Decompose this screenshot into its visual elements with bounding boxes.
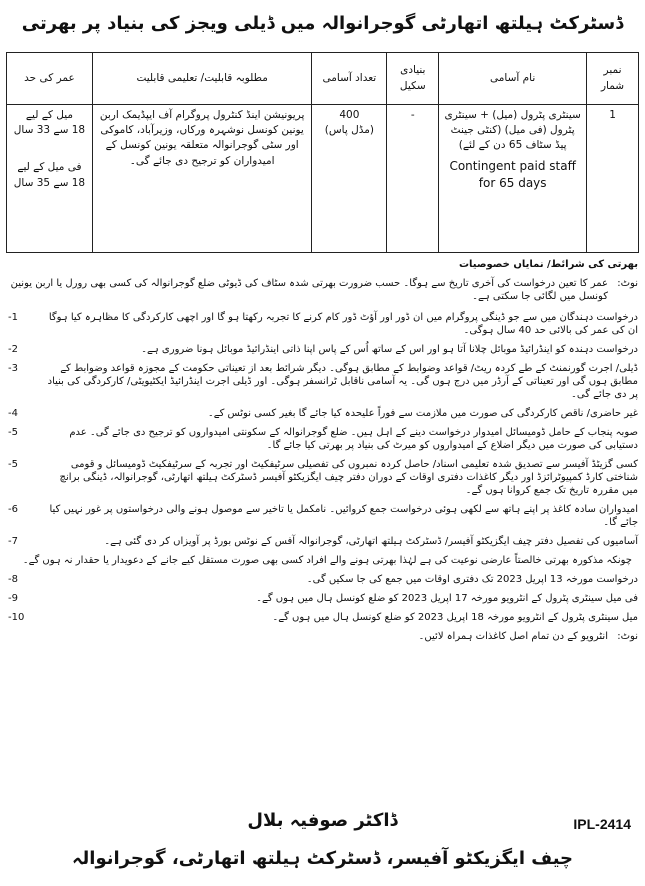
rule-text: کسی گزیٹڈ آفیسر سے تصدیق شدہ تعلیمی اسناد/ حاصل کردہ نمبروں کی تفصیلی سرٹیفکیٹ اور تجربہ کے سرٹیفکیٹ ڈومیسائل و قومی شناختی کارڈ کمپیوٹرائزڈ اور دیگر کاغذات دفتری اوقات کے دوران دفتر چیف ایگزیکٹو آفیسر ڈسٹرکٹ ہیلتھ اتھارٹی، گوجرانوالہ، ڈینگی برانچ میں مقررہ تاریخ تک جمع کروانا ہوں گے۔ xyxy=(59,459,638,496)
rule-number: -3 xyxy=(8,363,18,374)
list-item xyxy=(8,407,638,420)
rule-number: -4 xyxy=(8,408,18,419)
list-item xyxy=(8,426,638,452)
table-header-row xyxy=(7,53,639,105)
rule-number: -9 xyxy=(8,593,18,604)
signatory-name: ڈاکٹر صوفیہ بلال xyxy=(247,810,398,831)
ad-header xyxy=(0,0,645,46)
note-label: نوٹ: xyxy=(617,278,638,289)
list-item xyxy=(8,343,638,356)
cell-sno: 1 xyxy=(587,105,639,253)
age-female-value: 18 سے 35 سال xyxy=(13,176,86,189)
col-header-quantity: تعداد آسامی xyxy=(312,53,387,105)
list-item xyxy=(8,573,638,586)
rule-text: آسامیوں کی تفصیل دفتر چیف ایگزیکٹو آفیسر/ ڈسٹرکٹ ہیلتھ اتھارٹی، گوجرانوالہ آفس کے نوٹس بورڈ پر آویزاں کر دی گئی ہے۔ xyxy=(104,536,638,547)
final-note-text: انٹرویو کے دن تمام اصل کاغذات ہمراہ لائیں۔ xyxy=(418,631,608,642)
col-header-qualification: مطلوبہ قابلیت/ تعلیمی قابلیت xyxy=(92,53,312,105)
list-item xyxy=(8,611,638,624)
age-male-value: 18 سے 33 سال xyxy=(13,124,86,137)
rule-number: -8 xyxy=(8,574,18,585)
list-item xyxy=(8,311,638,337)
age-note xyxy=(8,277,638,303)
col-header-scale: بنیادی سکیل xyxy=(387,53,439,105)
rule-number: -1 xyxy=(8,312,18,323)
conditions-section xyxy=(8,258,638,651)
col-header-age-limit: عمر کی حد xyxy=(7,53,93,105)
age-female-label: فی میل کے لیے xyxy=(17,161,82,174)
rule-number: -6 xyxy=(8,504,18,515)
ad-title: ڈسٹرکٹ ہیلتھ اتھارٹی گوجرانوالہ میں ڈیلی ویجز کی بنیاد پر بھرتی xyxy=(21,12,624,34)
rule-number: -2 xyxy=(8,344,18,355)
rule-number: -10 xyxy=(8,612,25,623)
cell-age-limit xyxy=(7,105,93,253)
quantity-value: 400 xyxy=(339,109,360,121)
post-name-urdu: سینٹری پٹرول (میل) + سینٹری پٹرول (فی میل) (کنٹی جینٹ پیڈ سٹاف 65 دن کے لئے) xyxy=(444,109,581,152)
rule-text: میل سینٹری پٹرول کے انٹرویو مورخہ 18 اپریل 2023 کو ضلع کونسل ہال میں ہوں گے۔ xyxy=(272,612,638,623)
rule-text: امیدواران سادہ کاغذ پر اپنے ہاتھ سے لکھی ہوئی درخواست جمع کروائیں۔ نامکمل یا تاخیر سے موصول ہونے والی درخواستوں پر غور نہیں کیا جائے گا۔ xyxy=(49,504,638,528)
list-item xyxy=(8,592,638,605)
cell-qualification: پریونیشن اینڈ کنٹرول پروگرام آف ایپڈیمک اربن یونین کونسل نوشہرہ ورکاں، وزیرآباد، کاموکی اور سٹی گوجرانوالہ متعلقہ یونین کونسل کے امیدواران کو ترجیح دی جائے گی۔ xyxy=(92,105,312,253)
note-text: عمر کا تعین درخواست کی آخری تاریخ سے ہوگا۔ حسب ضرورت بھرتی شدہ سٹاف کی ڈیوٹی ضلع گوجرانوالہ کی کسی بھی رورل یا اربن یونین کونسل میں لگائی جا سکتی ہے۔ xyxy=(10,278,608,302)
ad-reference: IPL-2414 xyxy=(573,816,631,832)
signatory-designation: چیف ایگزیکٹو آفیسر، ڈسٹرکٹ ہیلتھ اتھارٹی، گوجرانوالہ xyxy=(71,848,574,869)
list-item xyxy=(8,503,638,529)
list-item xyxy=(8,535,638,548)
list-item xyxy=(8,458,638,497)
table-row xyxy=(7,105,639,253)
cell-scale: - xyxy=(387,105,439,253)
final-note-label: نوٹ: xyxy=(617,631,638,642)
cell-post-name xyxy=(439,105,587,253)
rule-text: درخواست مورخہ 13 اپریل 2023 تک دفتری اوقات میں جمع کی جا سکیں گی۔ xyxy=(306,574,638,585)
col-header-sno: نمبر شمار xyxy=(587,53,639,105)
rule-text: غیر حاضری/ ناقص کارکردگی کی صورت میں ملازمت سے فوراً علیحدہ کیا جائے گا بغیر کسی نوٹس کے۔ xyxy=(207,408,638,419)
conditions-heading: بھرتی کی شرائط/ نمایاں خصوصیات xyxy=(458,259,638,270)
rule-text: درخواست دہندگان میں سے جو ڈینگی پروگرام میں ان ڈور اور آؤٹ ڈور کام کرنے کا تجربہ رکھتا ہو گا اور اچھی کارکردگی کا مظاہرہ کیا ہوگا ان کی عمر کی بالائی حد 40 سال ہوگی۔ xyxy=(48,312,638,336)
quantity-note: (مڈل پاس) xyxy=(324,124,374,137)
posts-table xyxy=(6,52,639,253)
rule-text: صوبہ پنجاب کے حامل ڈومیسائل امیدوار درخواست دینے کے اہل ہیں۔ ضلع گوجرانوالہ کے سکونتی امیدواروں کو ترجیح دی جائے گی۔ عدم دستیابی کی صورت میں دیگر اضلاع کے امیدواروں کو میرٹ کی بنیاد پر بھرتی کیا جائے گا۔ xyxy=(69,427,638,451)
list-item xyxy=(8,362,638,401)
cell-quantity xyxy=(312,105,387,253)
rule-number: -5 xyxy=(8,427,18,438)
post-name-english: Contingent paid staff for 65 days xyxy=(449,158,576,191)
temporary-nature-note: چونکہ مذکورہ بھرتی خالصتاً عارضی نوعیت کی ہے لہٰذا بھرتی ہونے والے افراد کسی بھی صورت مستقل کیے جانے کے دعویدار یا حقدار نہ ہوں گے۔ xyxy=(22,555,632,566)
rule-text: ڈیلی/ اجرت گورنمنٹ کے طے کردہ ریٹ/ قواعد وضوابط کے مطابق ہوگی۔ دیگر شرائط بعد از تعیناتی حکومت کے مجوزہ قواعد وضوابط کے مطابق ہوں گی اور تعیناتی کے آرڈر میں درج ہوں گی۔ یہ آسامی ناقابل ٹرانسفر ہوگی۔ اور ڈیلی اجرت اینڈرائیڈ ایکٹیویٹی/ کارکردگی کی بنیاد پر دی جائے گی۔ xyxy=(47,363,638,400)
ad-footer xyxy=(0,806,645,886)
interview-note xyxy=(8,630,638,643)
rule-number: -5 xyxy=(8,459,18,470)
age-male-label: میل کے لیے xyxy=(25,109,73,121)
rule-text: فی میل سینٹری پٹرول کے انٹرویو مورخہ 17 اپریل 2023 کو ضلع کونسل ہال میں ہوں گے۔ xyxy=(256,593,638,604)
rule-text: درخواست دہندہ کو اینڈرائیڈ موبائل چلانا آتا ہو اور اس کے ساتھ اُس کے پاس اپنا ذاتی اینڈرائیڈ موبائل ہونا ضروری ہے۔ xyxy=(141,344,638,355)
col-header-post-name: نام آسامی xyxy=(439,53,587,105)
rule-number: -7 xyxy=(8,536,18,547)
